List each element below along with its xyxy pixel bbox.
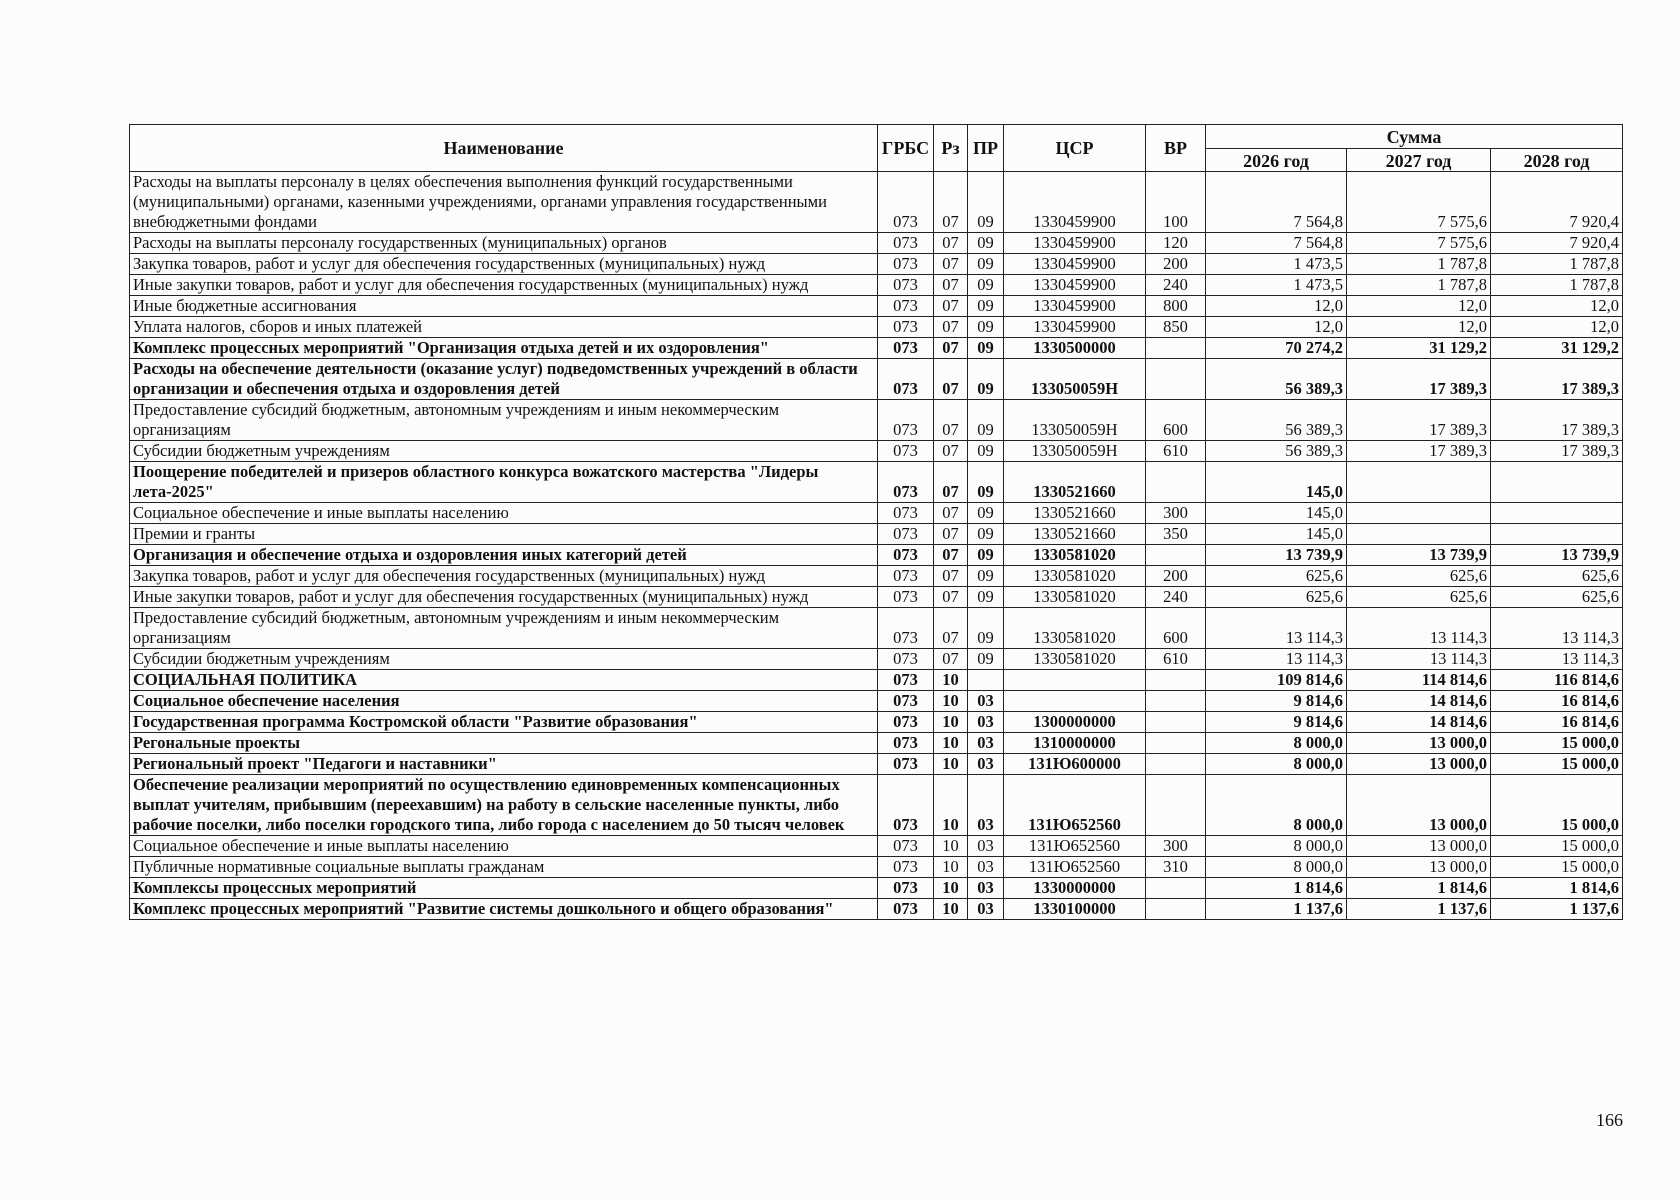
cell-name: Социальное обеспечение населения — [130, 691, 878, 712]
cell-2027: 13 000,0 — [1347, 754, 1491, 775]
cell-rz: 07 — [934, 275, 968, 296]
cell-2028: 15 000,0 — [1491, 754, 1623, 775]
cell-pr: 09 — [968, 566, 1004, 587]
cell-2027: 17 389,3 — [1347, 359, 1491, 400]
cell-2026: 13 114,3 — [1206, 649, 1347, 670]
cell-2027 — [1347, 524, 1491, 545]
cell-2028: 625,6 — [1491, 587, 1623, 608]
table-row — [130, 172, 1623, 233]
cell-grbs: 073 — [878, 233, 934, 254]
cell-name: Государственная программа Костромской области "Развитие образования" — [130, 712, 878, 733]
cell-name: Комплекс процессных мероприятий "Развитие системы дошкольного и общего образования" — [130, 899, 878, 920]
cell-2027: 13 000,0 — [1347, 775, 1491, 836]
cell-pr: 09 — [968, 359, 1004, 400]
cell-grbs: 073 — [878, 587, 934, 608]
cell-rz: 07 — [934, 649, 968, 670]
cell-pr: 09 — [968, 172, 1004, 233]
cell-2028: 17 389,3 — [1491, 441, 1623, 462]
table-row — [130, 649, 1623, 670]
cell-2026: 1 473,5 — [1206, 275, 1347, 296]
cell-2027: 17 389,3 — [1347, 400, 1491, 441]
cell-rz: 07 — [934, 233, 968, 254]
cell-2026: 1 473,5 — [1206, 254, 1347, 275]
cell-rz: 10 — [934, 857, 968, 878]
cell-csr: 131Ю600000 — [1004, 754, 1146, 775]
table-row — [130, 857, 1623, 878]
cell-2028: 13 114,3 — [1491, 649, 1623, 670]
cell-2027: 1 787,8 — [1347, 254, 1491, 275]
cell-2027: 17 389,3 — [1347, 441, 1491, 462]
cell-2028: 13 114,3 — [1491, 608, 1623, 649]
cell-vr: 120 — [1146, 233, 1206, 254]
cell-pr: 09 — [968, 400, 1004, 441]
cell-csr: 1330459900 — [1004, 275, 1146, 296]
cell-name: Публичные нормативные социальные выплаты гражданам — [130, 857, 878, 878]
cell-vr: 240 — [1146, 275, 1206, 296]
cell-grbs: 073 — [878, 462, 934, 503]
cell-rz: 07 — [934, 608, 968, 649]
cell-2028: 15 000,0 — [1491, 775, 1623, 836]
cell-rz: 10 — [934, 670, 968, 691]
table-row — [130, 317, 1623, 338]
cell-pr: 03 — [968, 899, 1004, 920]
cell-csr — [1004, 691, 1146, 712]
table-row — [130, 712, 1623, 733]
cell-vr — [1146, 462, 1206, 503]
cell-name: Комплексы процессных мероприятий — [130, 878, 878, 899]
cell-name: Расходы на выплаты персоналу в целях обеспечения выполнения функций государственными (муниципальными) органами, казенными учреждениями, органами управления государственными внебюджетными фондами — [130, 172, 878, 233]
cell-vr: 300 — [1146, 503, 1206, 524]
table-row — [130, 566, 1623, 587]
cell-2028 — [1491, 503, 1623, 524]
cell-rz: 10 — [934, 878, 968, 899]
cell-2028: 13 739,9 — [1491, 545, 1623, 566]
cell-2027: 13 000,0 — [1347, 857, 1491, 878]
cell-vr: 610 — [1146, 441, 1206, 462]
header-year-2027: 2027 год — [1347, 149, 1491, 172]
cell-2026: 12,0 — [1206, 296, 1347, 317]
cell-pr: 03 — [968, 857, 1004, 878]
table-row — [130, 545, 1623, 566]
cell-name: Иные бюджетные ассигнования — [130, 296, 878, 317]
cell-name: Премии и гранты — [130, 524, 878, 545]
table-row — [130, 254, 1623, 275]
cell-csr: 1330100000 — [1004, 899, 1146, 920]
cell-pr: 09 — [968, 233, 1004, 254]
cell-name: Поощерение победителей и призеров областного конкурса вожатского мастерства "Лидеры лета-2025" — [130, 462, 878, 503]
cell-vr — [1146, 712, 1206, 733]
cell-2027: 1 814,6 — [1347, 878, 1491, 899]
header-csr: ЦСР — [1004, 125, 1146, 172]
table-row — [130, 754, 1623, 775]
cell-vr — [1146, 733, 1206, 754]
cell-2027: 625,6 — [1347, 566, 1491, 587]
cell-grbs: 073 — [878, 545, 934, 566]
cell-2026: 625,6 — [1206, 587, 1347, 608]
header-pr: ПР — [968, 125, 1004, 172]
cell-name: Закупка товаров, работ и услуг для обеспечения государственных (муниципальных) нужд — [130, 254, 878, 275]
cell-csr: 1330581020 — [1004, 566, 1146, 587]
cell-grbs: 073 — [878, 712, 934, 733]
cell-2026: 13 739,9 — [1206, 545, 1347, 566]
cell-pr: 03 — [968, 878, 1004, 899]
cell-pr: 03 — [968, 712, 1004, 733]
cell-2026: 8 000,0 — [1206, 836, 1347, 857]
cell-pr: 03 — [968, 836, 1004, 857]
cell-2028: 31 129,2 — [1491, 338, 1623, 359]
page-number: 166 — [1596, 1110, 1623, 1130]
cell-name: Предоставление субсидий бюджетным, автономным учреждениям и иным некоммерческим организациям — [130, 400, 878, 441]
cell-name: Уплата налогов, сборов и иных платежей — [130, 317, 878, 338]
cell-vr: 300 — [1146, 836, 1206, 857]
table-row — [130, 836, 1623, 857]
cell-2026: 145,0 — [1206, 462, 1347, 503]
cell-csr: 131Ю652560 — [1004, 775, 1146, 836]
cell-pr: 09 — [968, 462, 1004, 503]
cell-csr: 1330521660 — [1004, 503, 1146, 524]
cell-2027: 114 814,6 — [1347, 670, 1491, 691]
table-row — [130, 503, 1623, 524]
cell-rz: 07 — [934, 441, 968, 462]
cell-2027: 14 814,6 — [1347, 691, 1491, 712]
cell-vr: 800 — [1146, 296, 1206, 317]
cell-2026: 109 814,6 — [1206, 670, 1347, 691]
cell-2028: 17 389,3 — [1491, 359, 1623, 400]
cell-vr: 350 — [1146, 524, 1206, 545]
cell-grbs: 073 — [878, 775, 934, 836]
cell-name: Организация и обеспечение отдыха и оздоровления иных категорий детей — [130, 545, 878, 566]
cell-pr: 09 — [968, 524, 1004, 545]
cell-grbs: 073 — [878, 566, 934, 587]
cell-vr: 600 — [1146, 608, 1206, 649]
cell-pr: 09 — [968, 608, 1004, 649]
cell-vr: 240 — [1146, 587, 1206, 608]
cell-vr — [1146, 775, 1206, 836]
cell-vr: 610 — [1146, 649, 1206, 670]
cell-csr: 1330521660 — [1004, 462, 1146, 503]
cell-2028: 16 814,6 — [1491, 691, 1623, 712]
cell-2028: 12,0 — [1491, 317, 1623, 338]
cell-name: Предоставление субсидий бюджетным, автономным учреждениям и иным некоммерческим организациям — [130, 608, 878, 649]
cell-2027 — [1347, 462, 1491, 503]
cell-2026: 56 389,3 — [1206, 359, 1347, 400]
cell-2026: 8 000,0 — [1206, 775, 1347, 836]
cell-pr: 09 — [968, 441, 1004, 462]
cell-name: Расходы на обеспечение деятельности (оказание услуг) подведомственных учреждений в области организации и обеспечения отдыха и оздоровления детей — [130, 359, 878, 400]
cell-2026: 56 389,3 — [1206, 441, 1347, 462]
cell-csr: 1330459900 — [1004, 172, 1146, 233]
table-row — [130, 233, 1623, 254]
cell-rz: 07 — [934, 317, 968, 338]
cell-rz: 07 — [934, 566, 968, 587]
table-row — [130, 441, 1623, 462]
cell-csr: 1330500000 — [1004, 338, 1146, 359]
table-row — [130, 670, 1623, 691]
cell-vr — [1146, 899, 1206, 920]
cell-pr: 09 — [968, 587, 1004, 608]
cell-pr: 03 — [968, 754, 1004, 775]
cell-csr: 1330581020 — [1004, 545, 1146, 566]
cell-pr: 09 — [968, 317, 1004, 338]
cell-pr: 09 — [968, 503, 1004, 524]
cell-rz: 10 — [934, 836, 968, 857]
cell-2028: 7 920,4 — [1491, 233, 1623, 254]
cell-vr — [1146, 545, 1206, 566]
cell-pr: 03 — [968, 775, 1004, 836]
cell-grbs: 073 — [878, 608, 934, 649]
cell-2028: 116 814,6 — [1491, 670, 1623, 691]
cell-2026: 9 814,6 — [1206, 691, 1347, 712]
cell-grbs: 073 — [878, 254, 934, 275]
cell-pr: 09 — [968, 296, 1004, 317]
cell-2028: 16 814,6 — [1491, 712, 1623, 733]
cell-rz: 07 — [934, 172, 968, 233]
cell-csr: 1330459900 — [1004, 296, 1146, 317]
cell-name: Комплекс процессных мероприятий "Организация отдыха детей и их оздоровления" — [130, 338, 878, 359]
cell-rz: 10 — [934, 733, 968, 754]
cell-csr: 1330459900 — [1004, 233, 1146, 254]
cell-rz: 07 — [934, 545, 968, 566]
cell-grbs: 073 — [878, 503, 934, 524]
cell-2027: 31 129,2 — [1347, 338, 1491, 359]
cell-rz: 07 — [934, 524, 968, 545]
cell-rz: 07 — [934, 359, 968, 400]
cell-grbs: 073 — [878, 400, 934, 441]
cell-2027 — [1347, 503, 1491, 524]
cell-2028: 15 000,0 — [1491, 836, 1623, 857]
cell-2028 — [1491, 462, 1623, 503]
cell-2026: 12,0 — [1206, 317, 1347, 338]
cell-2028: 17 389,3 — [1491, 400, 1623, 441]
cell-grbs: 073 — [878, 836, 934, 857]
cell-2028: 1 787,8 — [1491, 254, 1623, 275]
cell-grbs: 073 — [878, 359, 934, 400]
cell-csr: 133050059Н — [1004, 441, 1146, 462]
cell-2026: 1 137,6 — [1206, 899, 1347, 920]
cell-name: Иные закупки товаров, работ и услуг для обеспечения государственных (муниципальных) нужд — [130, 275, 878, 296]
table-row — [130, 733, 1623, 754]
cell-csr — [1004, 670, 1146, 691]
cell-grbs: 073 — [878, 754, 934, 775]
cell-2027: 13 114,3 — [1347, 608, 1491, 649]
cell-csr: 133050059Н — [1004, 400, 1146, 441]
cell-name: Обеспечение реализации мероприятий по осуществлению единовременных компенсационных выплат учителям, прибывшим (переехавшим) на работу в сельские населенные пункты, либо рабочие поселки, либо поселки городского типа, либо города с населением до 50 тысяч человек — [130, 775, 878, 836]
cell-pr — [968, 670, 1004, 691]
header-vr: ВР — [1146, 125, 1206, 172]
cell-2028: 7 920,4 — [1491, 172, 1623, 233]
cell-vr — [1146, 670, 1206, 691]
cell-grbs: 073 — [878, 441, 934, 462]
table-row — [130, 775, 1623, 836]
table-row — [130, 338, 1623, 359]
table-row — [130, 462, 1623, 503]
cell-vr — [1146, 691, 1206, 712]
cell-2026: 1 814,6 — [1206, 878, 1347, 899]
cell-vr — [1146, 359, 1206, 400]
cell-csr: 131Ю652560 — [1004, 836, 1146, 857]
table-row — [130, 878, 1623, 899]
cell-vr — [1146, 878, 1206, 899]
cell-vr — [1146, 754, 1206, 775]
table-row — [130, 587, 1623, 608]
cell-name: Социальное обеспечение и иные выплаты населению — [130, 503, 878, 524]
cell-2026: 8 000,0 — [1206, 733, 1347, 754]
cell-2027: 625,6 — [1347, 587, 1491, 608]
header-grbs: ГРБС — [878, 125, 934, 172]
cell-name: Иные закупки товаров, работ и услуг для обеспечения государственных (муниципальных) нужд — [130, 587, 878, 608]
cell-name: СОЦИАЛЬНАЯ ПОЛИТИКА — [130, 670, 878, 691]
cell-csr: 1330521660 — [1004, 524, 1146, 545]
cell-2026: 625,6 — [1206, 566, 1347, 587]
cell-2027: 7 575,6 — [1347, 233, 1491, 254]
cell-2028: 12,0 — [1491, 296, 1623, 317]
table-row — [130, 296, 1623, 317]
cell-csr: 1310000000 — [1004, 733, 1146, 754]
cell-vr: 200 — [1146, 566, 1206, 587]
cell-2028: 1 814,6 — [1491, 878, 1623, 899]
cell-2028: 625,6 — [1491, 566, 1623, 587]
cell-csr: 1330581020 — [1004, 587, 1146, 608]
cell-csr: 1330459900 — [1004, 317, 1146, 338]
cell-grbs: 073 — [878, 524, 934, 545]
cell-rz: 10 — [934, 899, 968, 920]
cell-grbs: 073 — [878, 857, 934, 878]
cell-rz: 10 — [934, 691, 968, 712]
cell-rz: 07 — [934, 587, 968, 608]
budget-table — [129, 124, 1623, 920]
cell-2027: 13 000,0 — [1347, 836, 1491, 857]
cell-name: Субсидии бюджетным учреждениям — [130, 441, 878, 462]
cell-name: Закупка товаров, работ и услуг для обеспечения государственных (муниципальных) нужд — [130, 566, 878, 587]
cell-2028: 1 137,6 — [1491, 899, 1623, 920]
cell-2027: 13 000,0 — [1347, 733, 1491, 754]
cell-pr: 09 — [968, 338, 1004, 359]
cell-grbs: 073 — [878, 317, 934, 338]
cell-name: Региональный проект "Педагоги и наставники" — [130, 754, 878, 775]
cell-rz: 07 — [934, 462, 968, 503]
cell-csr: 133050059Н — [1004, 359, 1146, 400]
cell-rz: 07 — [934, 400, 968, 441]
cell-csr: 1330581020 — [1004, 649, 1146, 670]
cell-csr: 1330581020 — [1004, 608, 1146, 649]
cell-vr: 100 — [1146, 172, 1206, 233]
cell-2027: 12,0 — [1347, 317, 1491, 338]
cell-grbs: 073 — [878, 878, 934, 899]
cell-vr: 850 — [1146, 317, 1206, 338]
header-sum: Сумма — [1206, 125, 1623, 149]
cell-2027: 7 575,6 — [1347, 172, 1491, 233]
cell-2028: 15 000,0 — [1491, 733, 1623, 754]
cell-name: Расходы на выплаты персоналу государственных (муниципальных) органов — [130, 233, 878, 254]
cell-2026: 56 389,3 — [1206, 400, 1347, 441]
cell-pr: 09 — [968, 649, 1004, 670]
cell-grbs: 073 — [878, 172, 934, 233]
cell-2026: 7 564,8 — [1206, 233, 1347, 254]
cell-vr — [1146, 338, 1206, 359]
cell-vr: 600 — [1146, 400, 1206, 441]
cell-pr: 09 — [968, 545, 1004, 566]
cell-2027: 13 114,3 — [1347, 649, 1491, 670]
cell-2028: 1 787,8 — [1491, 275, 1623, 296]
table-row — [130, 524, 1623, 545]
cell-rz: 10 — [934, 712, 968, 733]
table-row — [130, 691, 1623, 712]
cell-grbs: 073 — [878, 733, 934, 754]
cell-rz: 07 — [934, 503, 968, 524]
cell-rz: 10 — [934, 775, 968, 836]
cell-vr: 200 — [1146, 254, 1206, 275]
cell-2026: 145,0 — [1206, 503, 1347, 524]
cell-grbs: 073 — [878, 338, 934, 359]
table-row — [130, 899, 1623, 920]
cell-name: Регональные проекты — [130, 733, 878, 754]
cell-vr: 310 — [1146, 857, 1206, 878]
cell-csr: 1300000000 — [1004, 712, 1146, 733]
cell-rz: 07 — [934, 338, 968, 359]
table-body — [130, 172, 1623, 920]
cell-rz: 07 — [934, 296, 968, 317]
cell-2026: 13 114,3 — [1206, 608, 1347, 649]
cell-rz: 10 — [934, 754, 968, 775]
cell-2027: 13 739,9 — [1347, 545, 1491, 566]
table-row — [130, 608, 1623, 649]
header-rz: Рз — [934, 125, 968, 172]
cell-2027: 14 814,6 — [1347, 712, 1491, 733]
cell-2027: 12,0 — [1347, 296, 1491, 317]
cell-pr: 03 — [968, 691, 1004, 712]
table-header — [130, 125, 1623, 172]
cell-rz: 07 — [934, 254, 968, 275]
cell-2026: 9 814,6 — [1206, 712, 1347, 733]
cell-csr: 1330459900 — [1004, 254, 1146, 275]
header-year-2028: 2028 год — [1491, 149, 1623, 172]
cell-2028: 15 000,0 — [1491, 857, 1623, 878]
cell-2027: 1 787,8 — [1347, 275, 1491, 296]
cell-csr: 1330000000 — [1004, 878, 1146, 899]
cell-grbs: 073 — [878, 275, 934, 296]
header-name: Наименование — [130, 125, 878, 172]
cell-2028 — [1491, 524, 1623, 545]
cell-2026: 70 274,2 — [1206, 338, 1347, 359]
cell-pr: 03 — [968, 733, 1004, 754]
cell-2026: 8 000,0 — [1206, 754, 1347, 775]
cell-name: Социальное обеспечение и иные выплаты населению — [130, 836, 878, 857]
cell-grbs: 073 — [878, 649, 934, 670]
cell-csr: 131Ю652560 — [1004, 857, 1146, 878]
cell-2027: 1 137,6 — [1347, 899, 1491, 920]
table-row — [130, 275, 1623, 296]
table-row — [130, 359, 1623, 400]
cell-2026: 145,0 — [1206, 524, 1347, 545]
cell-grbs: 073 — [878, 296, 934, 317]
cell-2026: 8 000,0 — [1206, 857, 1347, 878]
cell-pr: 09 — [968, 275, 1004, 296]
cell-grbs: 073 — [878, 899, 934, 920]
cell-2026: 7 564,8 — [1206, 172, 1347, 233]
cell-pr: 09 — [968, 254, 1004, 275]
cell-grbs: 073 — [878, 670, 934, 691]
cell-grbs: 073 — [878, 691, 934, 712]
table-row — [130, 400, 1623, 441]
cell-name: Субсидии бюджетным учреждениям — [130, 649, 878, 670]
header-year-2026: 2026 год — [1206, 149, 1347, 172]
